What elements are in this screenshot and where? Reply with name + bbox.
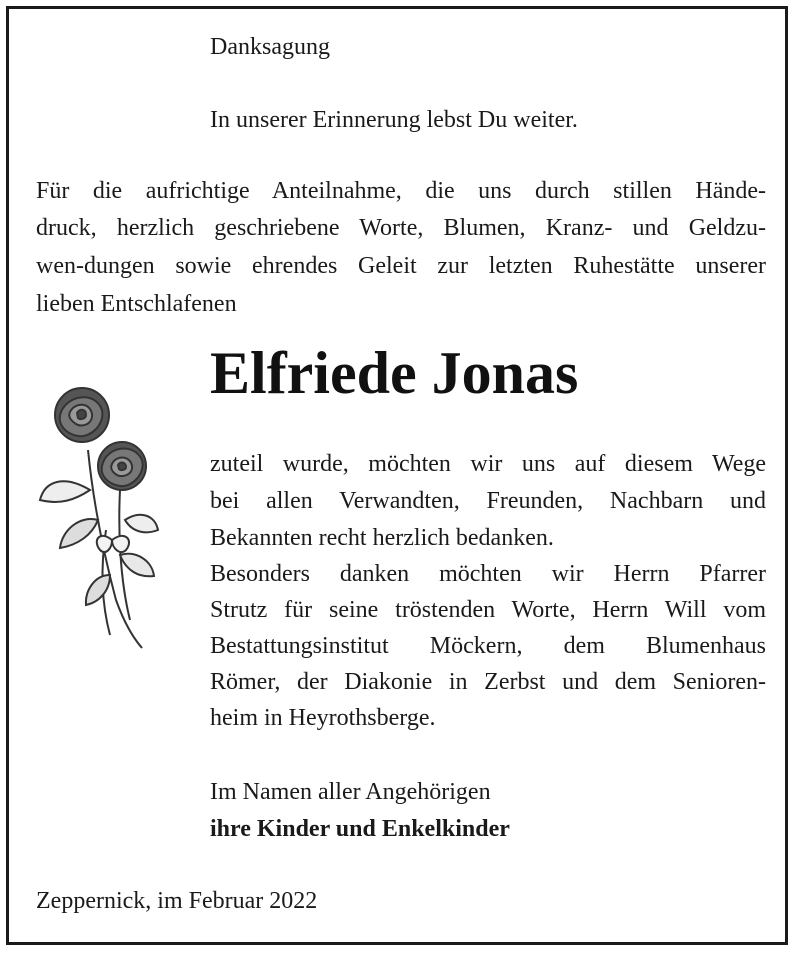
- notice-motto: In unserer Erinnerung lebst Du weiter.: [210, 107, 578, 133]
- notice-heading: Danksagung: [210, 34, 330, 60]
- body-line-2: bei allen Verwandten, Freunden, Nachbarn und: [210, 488, 766, 514]
- place-date: Zeppernick, im Februar 2022: [36, 888, 318, 914]
- deceased-name: Elfriede Jonas: [210, 340, 579, 406]
- body-line-1: zuteil wurde, möchten wir uns auf diesem Wege: [210, 451, 766, 477]
- body-line-3: Bekannten recht herzlich bedanken.: [210, 525, 554, 551]
- signature-line-2: ihre Kinder und Enkelkinder: [210, 816, 510, 842]
- intro-line-2: druck, herzlich geschriebene Worte, Blumen, Kranz- und Geldzu-: [36, 215, 766, 241]
- intro-line-1: Für die aufrichtige Anteilnahme, die uns durch stillen Hände-: [36, 178, 766, 204]
- intro-line-3: wen-dungen sowie ehrendes Geleit zur letzten Ruhestätte unserer: [36, 253, 766, 279]
- body-line-4: Besonders danken möchten wir Herrn Pfarrer: [210, 561, 766, 587]
- roses-icon: [30, 380, 170, 665]
- body-line-5: Strutz für seine tröstenden Worte, Herrn Will vom: [210, 597, 766, 623]
- intro-line-4: lieben Entschlafenen: [36, 291, 237, 317]
- signature-line-1: Im Namen aller Angehörigen: [210, 779, 491, 805]
- body-line-7: Römer, der Diakonie in Zerbst und dem Senioren-: [210, 669, 766, 695]
- body-line-6: Bestattungsinstitut Möckern, dem Blumenhaus: [210, 633, 766, 659]
- body-line-8: heim in Heyrothsberge.: [210, 705, 436, 731]
